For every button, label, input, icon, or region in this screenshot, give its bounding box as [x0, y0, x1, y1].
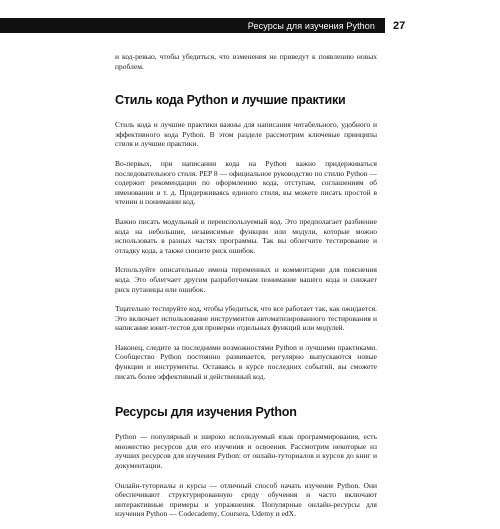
- paragraph: Наконец, следите за последними возможностями Python и лучшими практиками. Сообщество Python постоянно развивается, регулярно выпускаются новые функции и инструменты. Оставаясь в курсе последних событий, вы сможете писать более эффективный и действенный код.: [115, 342, 377, 381]
- page-body: [115, 52, 377, 529]
- running-header-bar: [0, 18, 385, 33]
- section-learning-resources: [115, 405, 377, 519]
- section-code-style: [115, 93, 377, 381]
- section-heading: Ресурсы для изучения Python: [115, 405, 297, 420]
- paragraph: Важно писать модульный и переиспользуемый код. Это предполагает разбиение кода на небольшие, независимые функции или модули, которые можно использовать в разных частях программы. Так вы облегчите тестирование и отладку кода, а также снизите риск ошибок.: [115, 216, 377, 255]
- paragraph: Тщательно тестируйте код, чтобы убедиться, что все работает так, как ожидается. Это включает использование инструментов автоматизированного тестирования и написание юнит-тестов для проверки отдельных функций или модулей.: [115, 304, 377, 333]
- paragraph: Python — популярный и широко используемый язык программирования, есть множество ресурсов для его изучения и освоения. Рассмотрим некоторые из лучших ресурсов для изучения Python: от онлайн-туториалов и курсов до книг и документации.: [115, 432, 377, 471]
- intro-paragraph: и код-ревью, чтобы убедиться, что изменения не приведут к появлению новых проблем.: [115, 52, 377, 71]
- page-number: 27: [393, 19, 406, 32]
- paragraph: Используйте описательные имена переменных и комментарии для пояснения кода. Это облегчает другим разработчикам понимание вашего кода и снижает риск путаницы или ошибок.: [115, 265, 377, 294]
- running-header-title: Ресурсы для изучения Python: [247, 20, 375, 31]
- paragraph: Стиль кода и лучшие практики важны для написания читабельного, удобного и эффективного кода Python. В этом разделе рассмотрим ключевые принципы стиля и лучшие практики.: [115, 120, 377, 149]
- paragraph: Онлайн-туториалы и курсы — отличный способ начать изучение Python. Они обеспечивают структурированную среду обучения и часто включают интерактивные примеры и упражнения. Популярные онлайн-ресурсы для изучения Python — Codecademy, Coursera, Udemy и edX.: [115, 480, 377, 519]
- paragraph: Во-первых, при написании кода на Python важно придерживаться последовательного стиля. PEP 8 — официальное руководство по стилю Python — содержит рекомендации по оформлению кода, отступам, соглашениям об именовании и т. д. Придерживаясь единого стиля, вы можете писать простой в чтении и понимании код.: [115, 158, 377, 207]
- section-heading: Стиль кода Python и лучшие практики: [115, 93, 346, 108]
